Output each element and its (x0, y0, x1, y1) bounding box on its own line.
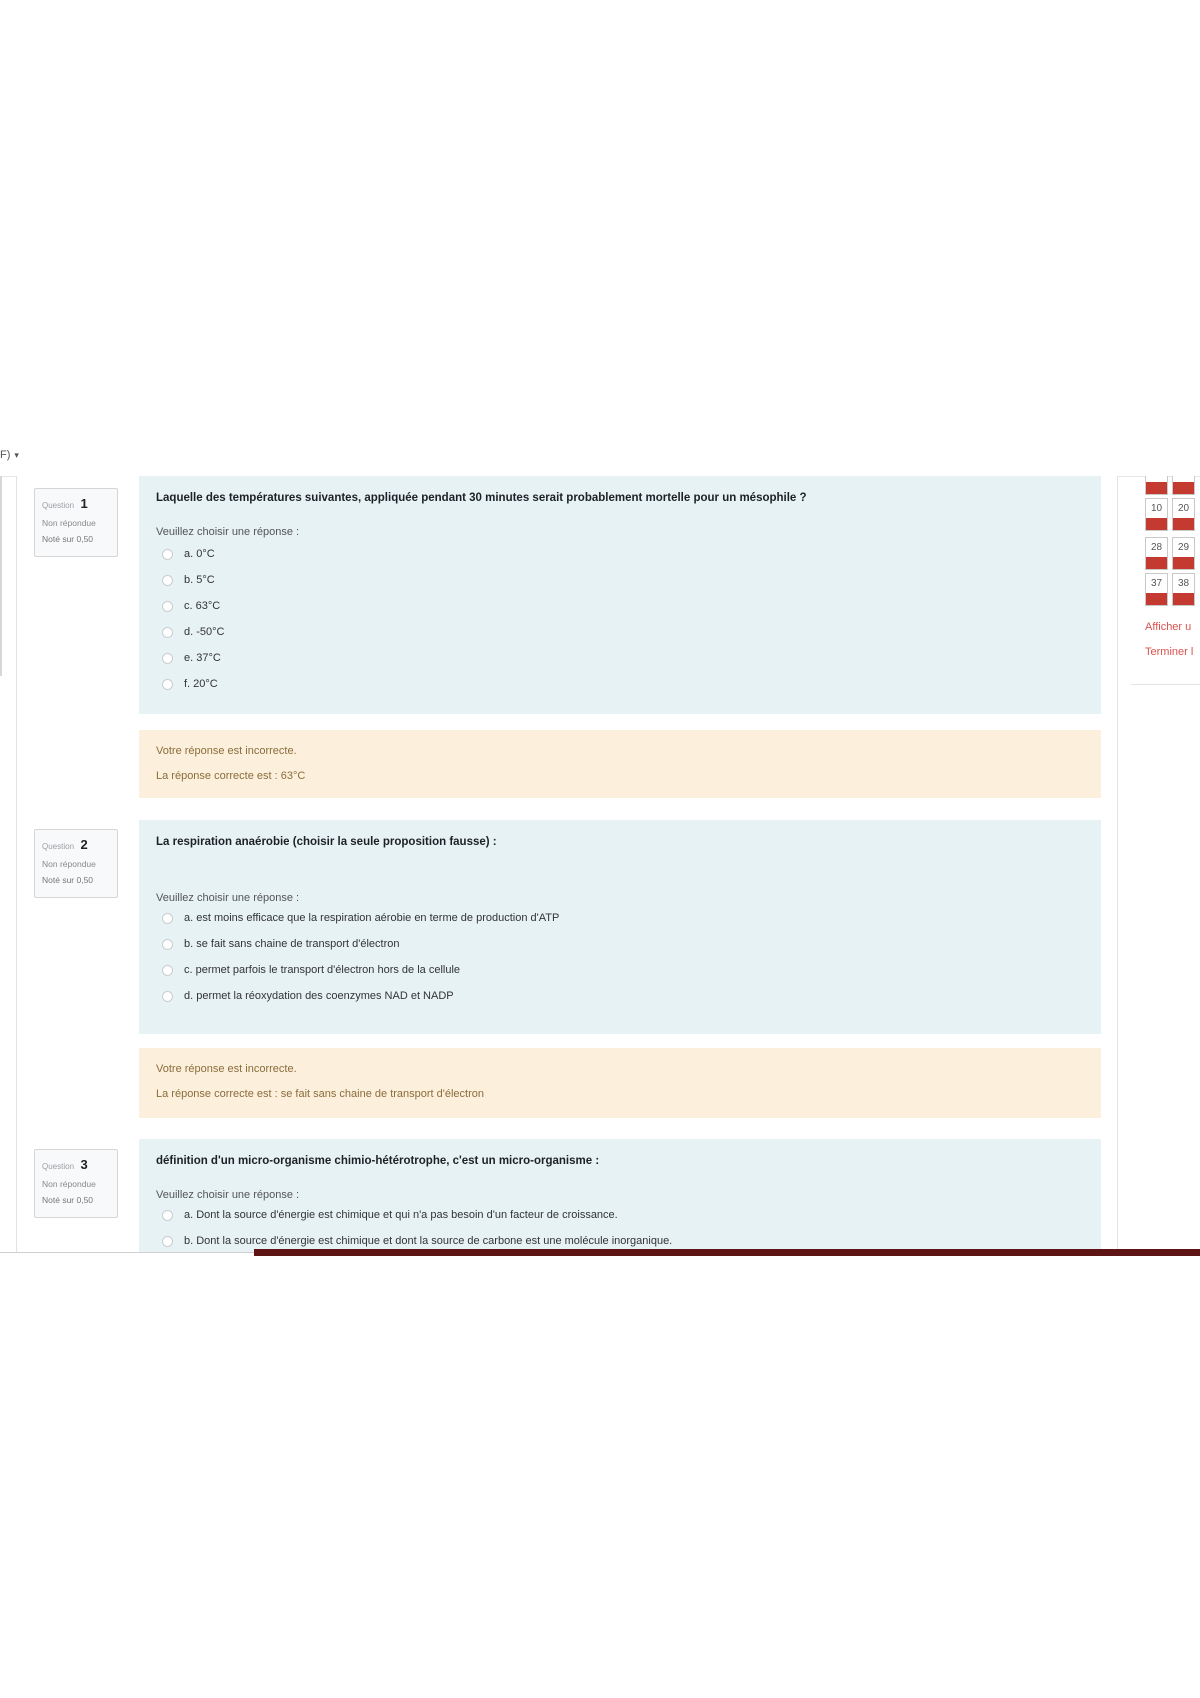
radio-button[interactable] (162, 627, 173, 638)
radio-button[interactable] (162, 1210, 173, 1221)
incorrect-flag (1173, 557, 1194, 569)
option-label: e. 37°C (184, 652, 221, 664)
answer-option[interactable] (156, 674, 1084, 700)
answer-option[interactable] (156, 1205, 1084, 1231)
incorrect-flag (1173, 518, 1194, 530)
incorrect-flag (1173, 482, 1194, 494)
question-formulation-3 (139, 1139, 1101, 1252)
answer-option[interactable] (156, 544, 1084, 570)
answer-option[interactable] (156, 986, 1084, 1012)
answer-options (156, 908, 1084, 1012)
quiz-nav-button[interactable] (1145, 498, 1168, 531)
question-info-3 (34, 1149, 118, 1218)
incorrect-flag (1146, 482, 1167, 494)
quiz-nav-number: 10 (1150, 503, 1163, 514)
quiz-nav-number: 28 (1150, 542, 1163, 553)
quiz-nav-button[interactable] (1172, 476, 1195, 495)
question-number: 1 (80, 496, 88, 511)
quiz-nav-number: 38 (1177, 578, 1190, 589)
option-label: c. permet parfois le transport d'électron hors de la cellule (184, 964, 461, 976)
taskbar-strip (254, 1249, 1200, 1256)
incorrect-flag (1173, 593, 1194, 605)
incorrect-flag (1146, 593, 1167, 605)
question-state: Non répondue (42, 518, 96, 528)
question-grade: Noté sur 0,50 (42, 534, 94, 544)
quiz-nav-number: 29 (1177, 542, 1190, 553)
quiz-nav-button[interactable] (1172, 537, 1195, 570)
question-state: Non répondue (42, 859, 96, 869)
quiz-nav-number: 20 (1177, 503, 1190, 514)
feedback-status: Votre réponse est incorrecte. (156, 745, 297, 757)
quiz-navigation (1129, 476, 1200, 686)
panel-divider (1131, 684, 1200, 685)
scrollbar[interactable] (0, 476, 2, 676)
feedback-status: Votre réponse est incorrecte. (156, 1063, 297, 1075)
quiz-nav-number: 37 (1150, 578, 1163, 589)
question-grade: Noté sur 0,50 (42, 875, 94, 885)
question-label: Question (42, 842, 75, 851)
question-text: définition d'un micro-organisme chimio-hétérotrophe, c'est un micro-organisme : (156, 1155, 600, 1167)
answer-prompt: Veuillez choisir une réponse : (156, 892, 300, 904)
radio-button[interactable] (162, 549, 173, 560)
question-state: Non répondue (42, 1179, 96, 1189)
answer-feedback-1 (139, 730, 1101, 798)
answer-options (156, 1205, 1084, 1252)
answer-option[interactable] (156, 960, 1084, 986)
radio-button[interactable] (162, 679, 173, 690)
radio-button[interactable] (162, 653, 173, 664)
question-label: Question (42, 501, 75, 510)
question-grade: Noté sur 0,50 (42, 1195, 94, 1205)
question-text: La respiration anaérobie (choisir la seule proposition fausse) : (156, 836, 497, 848)
answer-option[interactable] (156, 622, 1084, 648)
option-label: b. 5°C (184, 574, 215, 586)
option-label: d. -50°C (184, 626, 225, 638)
chevron-down-icon: ▾ (14, 450, 19, 460)
quiz-nav-button[interactable] (1145, 573, 1168, 606)
radio-button[interactable] (162, 913, 173, 924)
question-number: 3 (80, 1157, 88, 1172)
correct-answer: La réponse correcte est : se fait sans chaine de transport d'électron (156, 1088, 485, 1100)
question-formulation-1 (139, 476, 1101, 714)
incorrect-flag (1146, 557, 1167, 569)
question-text: Laquelle des températures suivantes, appliquée pendant 30 minutes serait probablement mortelle pour un mésophile ? (156, 492, 807, 504)
question-label: Question (42, 1162, 75, 1171)
radio-button[interactable] (162, 939, 173, 950)
question-info-2 (34, 829, 118, 898)
top-bar (0, 444, 1200, 477)
radio-button[interactable] (162, 991, 173, 1002)
radio-button[interactable] (162, 601, 173, 612)
quiz-nav-button[interactable] (1172, 573, 1195, 606)
answer-option[interactable] (156, 570, 1084, 596)
quiz-review-content (17, 476, 1118, 1252)
answer-feedback-2 (139, 1048, 1101, 1118)
bottom-divider (0, 1252, 254, 1253)
radio-button[interactable] (162, 1236, 173, 1247)
option-label: a. Dont la source d'énergie est chimique et qui n'a pas besoin d'un facteur de croissance. (184, 1209, 618, 1221)
option-label: d. permet la réoxydation des coenzymes NAD et NADP (184, 990, 454, 1002)
answer-option[interactable] (156, 908, 1084, 934)
option-label: f. 20°C (184, 678, 218, 690)
question-formulation-2 (139, 820, 1101, 1034)
option-label: a. 0°C (184, 548, 215, 560)
answer-prompt: Veuillez choisir une réponse : (156, 1189, 300, 1201)
question-info-1 (34, 488, 118, 557)
answer-prompt: Veuillez choisir une réponse : (156, 526, 300, 538)
radio-button[interactable] (162, 575, 173, 586)
answer-option[interactable] (156, 648, 1084, 674)
quiz-nav-button[interactable] (1145, 476, 1168, 495)
finish-review-link[interactable]: Terminer l (1145, 646, 1194, 658)
option-label: a. est moins efficace que la respiration aérobie en terme de production d'ATP (184, 912, 560, 924)
incorrect-flag (1146, 518, 1167, 530)
answer-option[interactable] (156, 596, 1084, 622)
question-number: 2 (80, 837, 88, 852)
quiz-nav-button[interactable] (1172, 498, 1195, 531)
show-one-page-link[interactable]: Afficher u (1145, 621, 1192, 633)
quiz-nav-button[interactable] (1145, 537, 1168, 570)
correct-answer: La réponse correcte est : 63°C (156, 770, 306, 782)
user-menu[interactable] (0, 449, 19, 461)
user-menu-label: F) (0, 449, 11, 461)
answer-option[interactable] (156, 934, 1084, 960)
option-label: b. se fait sans chaine de transport d'électron (184, 938, 400, 950)
answer-options (156, 544, 1084, 700)
option-label: c. 63°C (184, 600, 221, 612)
option-label: b. Dont la source d'énergie est chimique et dont la source de carbone est une molécule inorganique. (184, 1235, 673, 1247)
radio-button[interactable] (162, 965, 173, 976)
